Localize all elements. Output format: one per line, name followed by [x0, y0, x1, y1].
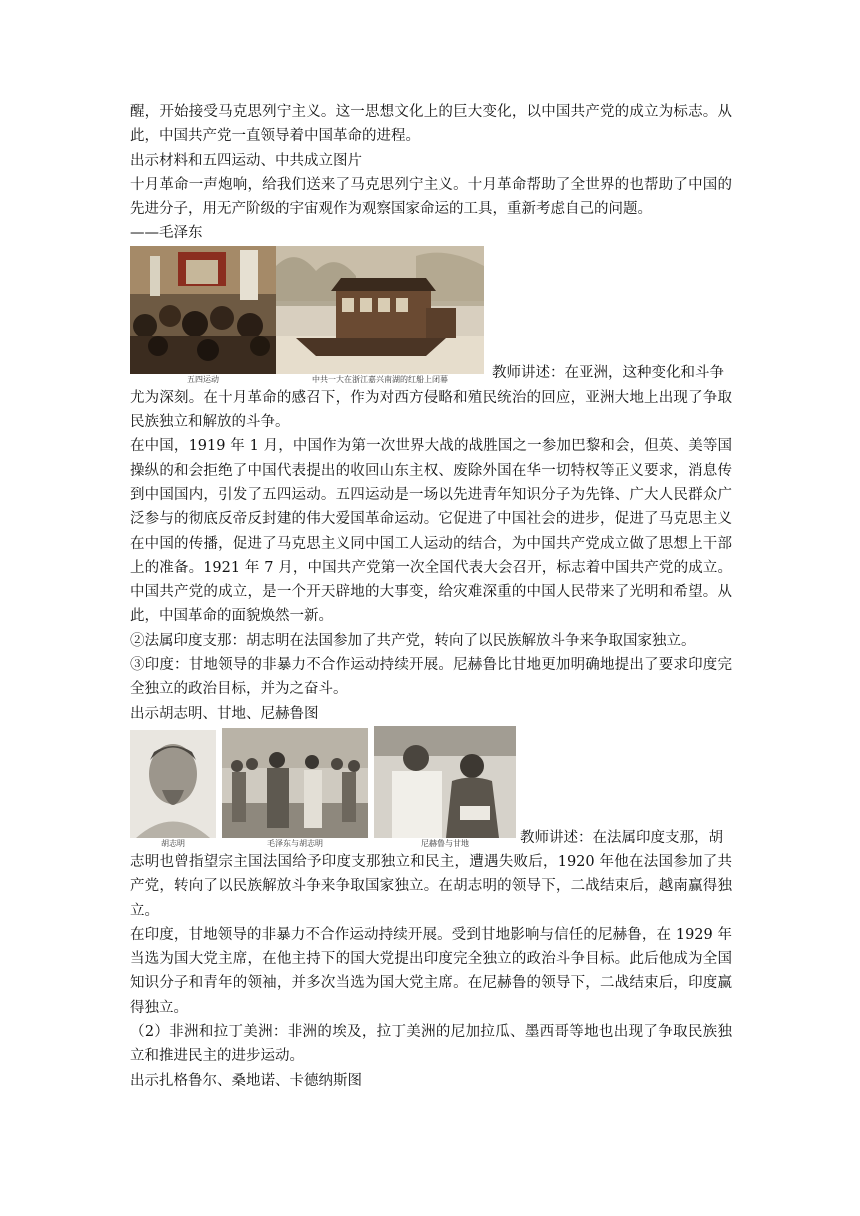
nehru-gandhi-photo	[374, 726, 516, 838]
teacher-narration-asia-start: 教师讲述：在亚洲，这种变化和斗争	[492, 365, 724, 382]
paragraph-intro: 醒，开始接受马克思列宁主义。这一思想文化上的巨大变化，以中国共产党的成立为标志。从此，中国共产党一直领导着中国革命的进程。	[130, 104, 732, 145]
may-fourth-photo	[130, 246, 276, 374]
teacher-narration-indochina-start: 教师讲述：在法属印度支那，胡	[520, 829, 723, 846]
paragraph-quote-author: ——毛泽东	[130, 225, 203, 242]
paragraph-show-material: 出示材料和五四运动、中共成立图片	[130, 152, 362, 169]
paragraph-india-nehru: 在印度，甘地领导的非暴力不合作运动持续开展。受到甘地影响与信任的尼赫鲁，在 1929 年当选为国大党主席，在他主持下的国大党提出印度完全独立的政治斗争目标。此后他成为全国知识分子和青年的领袖，并多次当选为国大党主席。在尼赫鲁的领导下，二战结束后，印度赢得独立。	[130, 926, 732, 1016]
teacher-narration-asia-rest: 尤为深刻。在十月革命的感召下，作为对西方侵略和殖民统治的回应，亚洲大地上出现了争取民族独立和解放的斗争。	[130, 389, 732, 431]
paragraph-africa-latin-america: （2）非洲和拉丁美洲：非洲的埃及，拉丁美洲的尼加拉瓜、墨西哥等地也出现了争取民族独立和推进民主的进步运动。	[130, 1024, 732, 1065]
nehru-gandhi-panel	[374, 726, 516, 850]
paragraph-india: ③印度：甘地领导的非暴力不合作运动持续开展。尼赫鲁比甘地更加明确地提出了要求印度完全独立的政治目标，并为之奋斗。	[130, 657, 732, 698]
ho-chi-minh-panel	[130, 730, 216, 850]
figure-may-fourth-red-boat	[130, 246, 732, 386]
ho-chi-minh-photo	[130, 730, 216, 838]
paragraph-indochina: ②法属印度支那：胡志明在法国参加了共产党，转向了以民族解放斗争来争取国家独立。	[130, 632, 696, 649]
paragraph-show-latin-leaders: 出示扎格鲁尔、桑地诺、卡德纳斯图	[130, 1072, 362, 1089]
red-boat-photo	[276, 246, 484, 374]
mao-ho-photo	[222, 728, 368, 838]
figure-leaders	[130, 726, 732, 850]
paragraph-quote: 十月革命一声炮响，给我们送来了马克思列宁主义。十月革命帮助了全世界的也帮助了中国的先进分子，用无产阶级的宇宙观作为观察国家命运的工具，重新考虑自己的问题。	[130, 176, 732, 218]
caption-mao-ho: 毛泽东与胡志明	[267, 838, 323, 848]
mao-ho-panel	[222, 728, 368, 850]
document-page	[130, 100, 732, 1093]
figure-2-image	[130, 726, 518, 850]
caption-nehru-gandhi: 尼赫鲁与甘地	[421, 838, 469, 848]
teacher-narration-indochina-rest: 志明也曾指望宗主国法国给予印度支那独立和民主，遭遇失败后，1920 年他在法国参加了共产党，转向了以民族解放斗争来争取国家独立。在胡志明的领导下，二战结束后，越南赢得独立。	[130, 853, 732, 919]
figure-1-image	[130, 246, 484, 386]
paragraph-china: 在中国，1919 年 1 月，中国作为第一次世界大战的战胜国之一参加巴黎和会，但英、美等国操纵的和会拒绝了中国代表提出的收回山东主权、废除外国在华一切特权等正义要求，消息传到中国国内，引发了五四运动。五四运动是一场以先进青年知识分子为先锋、广大人民群众广泛参与的彻底反帝反封建的伟大爱国革命运动。它促进了中国社会的进步，促进了马克思主义在中国的传播，促进了马克思主义同中国工人运动的结合，为中国共产党成立做了思想上干部上的准备。1921 年 7 月，中国共产党第一次全国代表大会召开，标志着中国共产党的成立。中国共产党的成立，是一个开天辟地的大事变，给灾难深重的中国人民带来了光明和希望。从此，中国革命的面貌焕然一新。	[130, 438, 732, 625]
caption-ho-chi-minh: 胡志明	[161, 838, 185, 848]
paragraph-show-portraits: 出示胡志明、甘地、尼赫鲁图	[130, 705, 319, 722]
caption-may-fourth: 五四运动	[187, 374, 219, 384]
caption-red-boat: 中共一大在浙江嘉兴南湖的红船上闭幕	[312, 374, 448, 384]
